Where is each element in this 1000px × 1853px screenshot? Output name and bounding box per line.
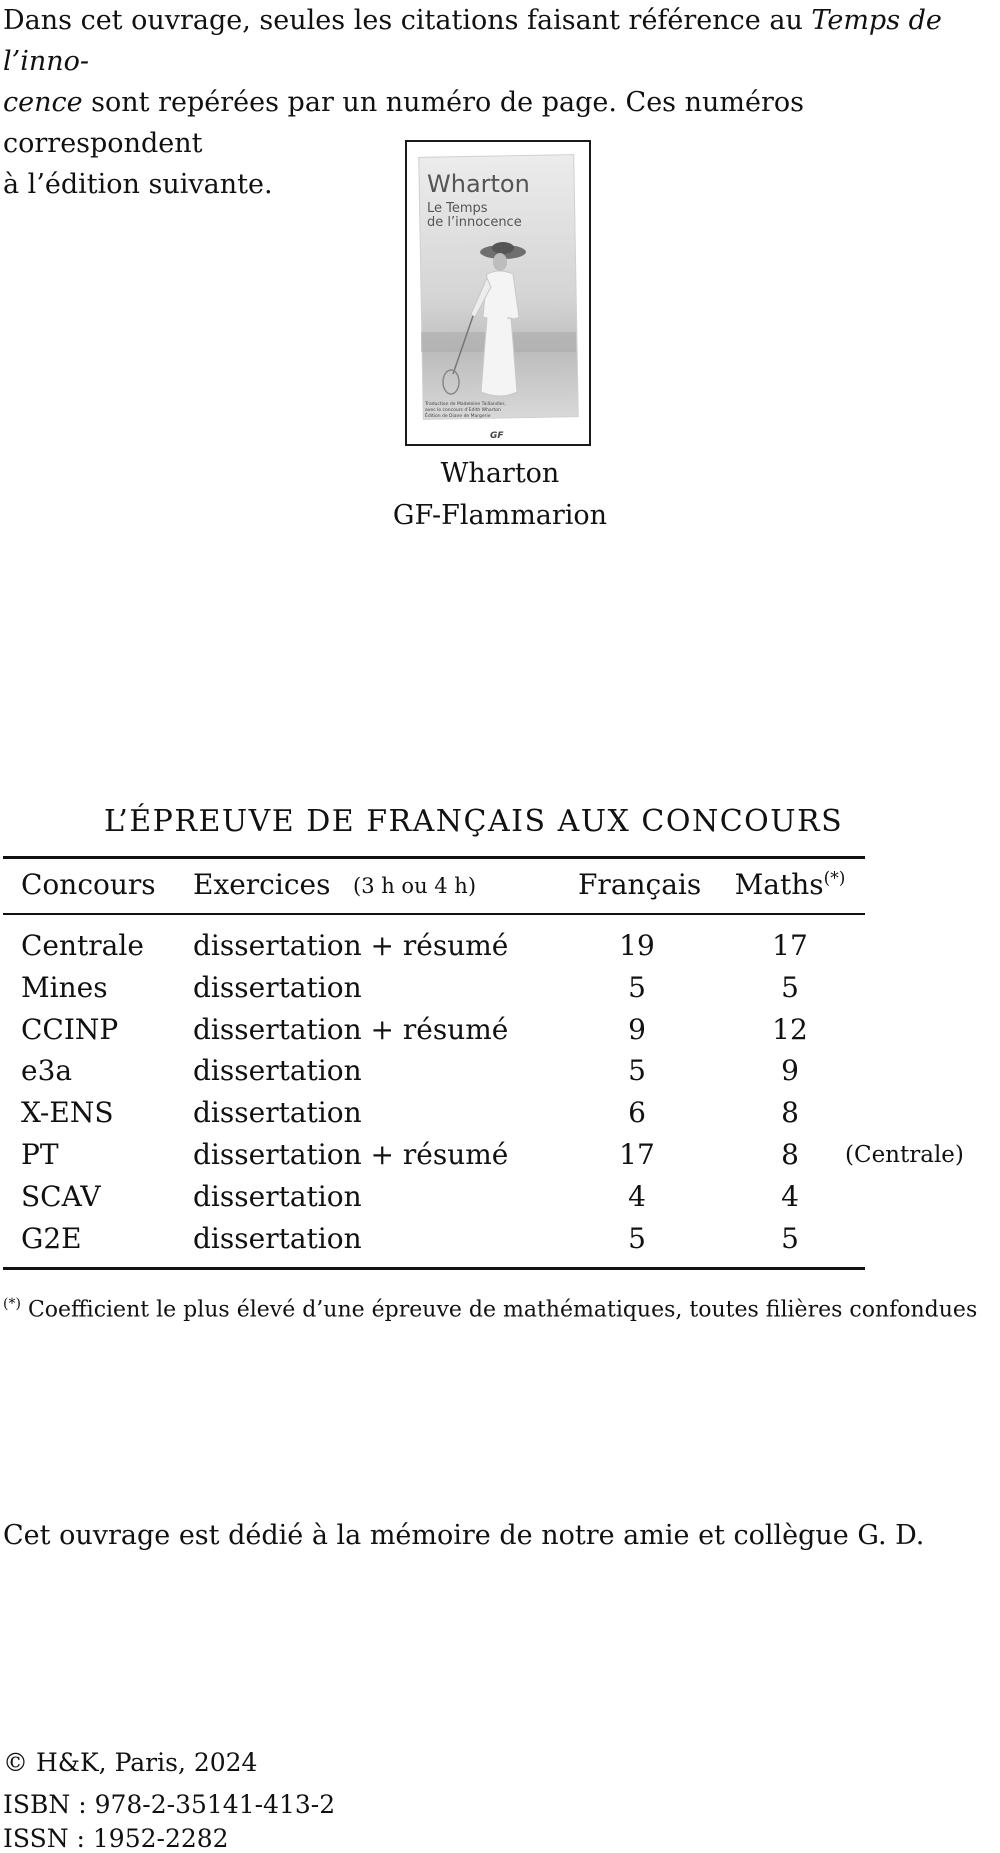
cell-maths: 4 [781, 1180, 799, 1213]
cell-francais: 5 [628, 1222, 646, 1255]
intro-line-1: Dans cet ouvrage, seules les citations faisant référence au Temps de l’inno- [3, 5, 942, 77]
cell-exercices: dissertation [193, 1054, 362, 1087]
table-footnote [3, 1296, 977, 1322]
cell-note: (Centrale) [845, 1142, 964, 1168]
cell-exercices: dissertation [193, 1180, 362, 1213]
cover-credit-1: Traduction de Madeleine Taillandier, [425, 402, 506, 407]
table-header-rule [3, 913, 865, 915]
issn: ISSN : 1952-2282 [3, 1824, 229, 1853]
cell-concours: PT [21, 1138, 59, 1171]
book-cover-image [405, 140, 591, 446]
cell-francais: 9 [628, 1013, 646, 1046]
cover-publisher-logo: GF [490, 431, 504, 441]
cell-francais: 5 [628, 971, 646, 1004]
dedication: Cet ouvrage est dédié à la mémoire de notre amie et collègue G. D. [3, 1520, 925, 1551]
cell-exercices: dissertation [193, 1096, 362, 1129]
intro-line-2: cence sont repérées par un numéro de page. Ces numéros correspondent [3, 87, 804, 159]
header-concours: Concours [21, 868, 156, 901]
cell-maths: 5 [781, 971, 799, 1004]
cell-exercices: dissertation [193, 971, 362, 1004]
cell-francais: 6 [628, 1096, 646, 1129]
cell-concours: Mines [21, 971, 108, 1004]
cell-exercices: dissertation + résumé [193, 1013, 509, 1046]
cover-credit-3: Édition de Diane de Margerie [425, 414, 491, 419]
header-francais: Français [578, 868, 702, 901]
cell-concours: X-ENS [21, 1096, 114, 1129]
cell-maths: 8 [781, 1138, 799, 1171]
cell-exercices: dissertation [193, 1222, 362, 1255]
cell-maths: 17 [772, 929, 808, 962]
cell-concours: SCAV [21, 1180, 101, 1213]
header-maths: Maths(*) [734, 868, 846, 901]
cell-francais: 19 [619, 929, 655, 962]
cover-title-line2: de l’innocence [427, 215, 522, 230]
table-title: L’ÉPREUVE DE FRANÇAIS AUX CONCOURS [104, 804, 844, 839]
copyright: © H&K, Paris, 2024 [3, 1748, 258, 1777]
header-exercices: Exercices [193, 868, 331, 901]
cover-credit-2: avec le concours d’Edith Wharton [425, 408, 501, 413]
cell-maths: 12 [772, 1013, 808, 1046]
cover-title-line1: Le Temps [427, 201, 488, 216]
cell-francais: 5 [628, 1054, 646, 1087]
cell-maths: 5 [781, 1222, 799, 1255]
footnote-text: Coefficient le plus élevé d’une épreuve de mathématiques, toutes filières confondues [27, 1297, 978, 1323]
cell-concours: Centrale [21, 929, 144, 962]
cell-concours: CCINP [21, 1013, 119, 1046]
maths-footnote-mark: (*) [823, 868, 846, 889]
book-title-italic: Temps de l’inno- [3, 5, 942, 77]
footnote-mark: (*) [3, 1296, 21, 1312]
cell-concours: e3a [21, 1054, 73, 1087]
table-bottom-rule [3, 1267, 865, 1270]
cell-maths: 9 [781, 1054, 799, 1087]
header-duration: (3 h ou 4 h) [353, 874, 477, 898]
cover-caption-publisher: GF-Flammarion [392, 500, 608, 531]
cell-francais: 17 [619, 1138, 655, 1171]
cell-maths: 8 [781, 1096, 799, 1129]
book-title-italic-end: cence [3, 87, 83, 118]
cell-concours: G2E [21, 1222, 82, 1255]
intro-line-3: à l’édition suivante. [3, 169, 273, 200]
cell-francais: 4 [628, 1180, 646, 1213]
isbn: ISBN : 978-2-35141-413-2 [3, 1790, 336, 1819]
cover-author: Wharton [427, 170, 530, 198]
cell-exercices: dissertation + résumé [193, 1138, 509, 1171]
cover-caption-author: Wharton [440, 458, 560, 489]
cell-exercices: dissertation + résumé [193, 929, 509, 962]
table-top-rule [3, 856, 865, 859]
